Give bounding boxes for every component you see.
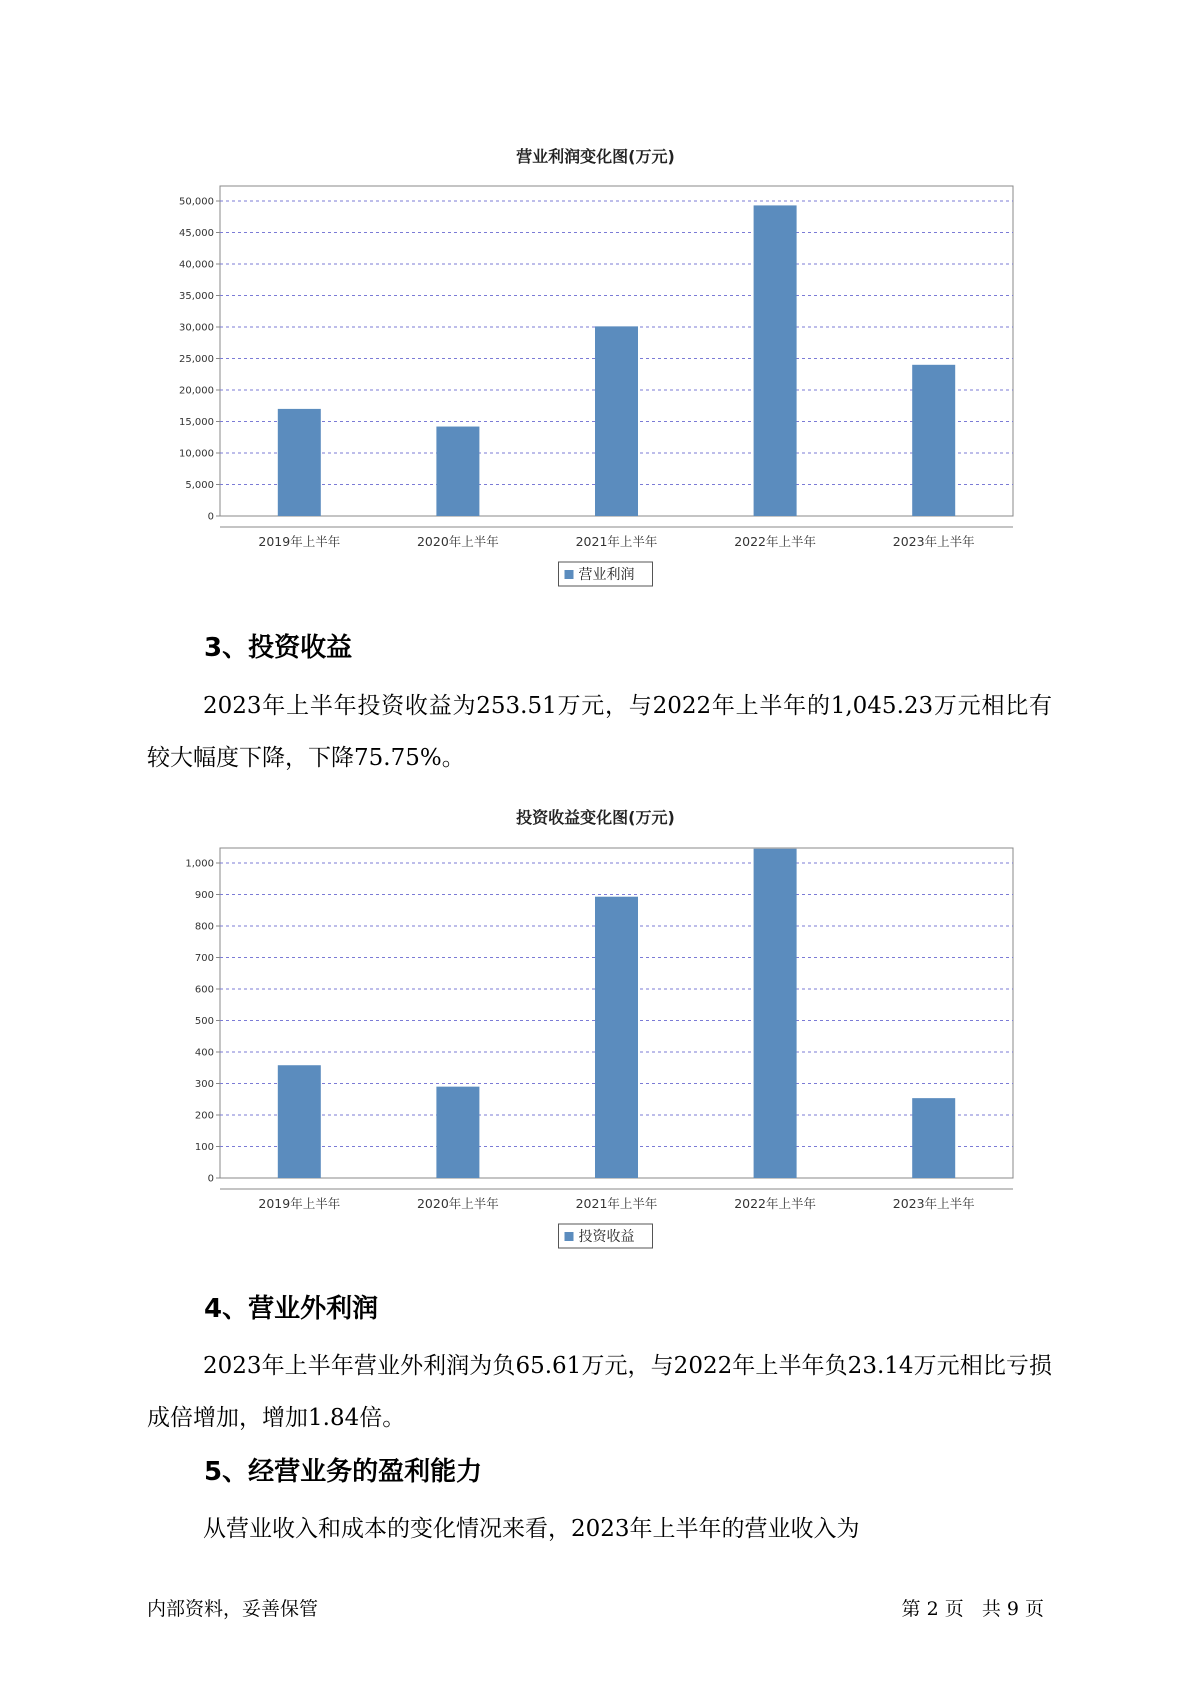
section4-heading: 4、营业外利润 — [204, 1294, 379, 1324]
chart1-operating-profit — [0, 170, 1191, 590]
legend-swatch — [565, 570, 574, 579]
y-tick-label: 1,000 — [185, 858, 214, 870]
y-tick-label: 25,000 — [179, 354, 214, 365]
y-tick-label: 0 — [207, 1173, 214, 1185]
bar-2023年上半年 — [912, 365, 955, 516]
y-tick-label: 100 — [194, 1142, 214, 1153]
legend-label: 营业利润 — [578, 567, 635, 583]
bar-2019年上半年 — [278, 1065, 321, 1178]
y-tick-label: 50,000 — [179, 196, 214, 208]
y-tick-label: 45,000 — [179, 228, 214, 239]
footer-page-number: 第 2 页 共 9 页 — [901, 1598, 1044, 1620]
section3-paragraph: 2023年上半年投资收益为253.51万元，与2022年上半年的1,045.23万元相比有较大幅度下降，下降75.75%。 — [147, 693, 1052, 771]
legend-label: 投资收益 — [578, 1229, 635, 1245]
bar-2020年上半年 — [436, 427, 479, 516]
bar-2021年上半年 — [595, 326, 638, 516]
x-tick-label: 2023年上半年 — [892, 1196, 975, 1211]
x-tick-label: 2020年上半年 — [416, 534, 499, 549]
x-tick-label: 2023年上半年 — [892, 534, 975, 549]
y-tick-label: 30,000 — [179, 322, 214, 334]
x-tick-label: 2021年上半年 — [575, 1196, 658, 1211]
y-tick-label: 15,000 — [179, 417, 214, 428]
bar-2019年上半年 — [278, 409, 321, 516]
y-tick-label: 400 — [194, 1047, 214, 1059]
chart2-title: 投资收益变化图(万元) — [516, 808, 675, 827]
y-tick-label: 900 — [194, 890, 214, 901]
y-tick-label: 200 — [194, 1110, 214, 1122]
bar-2023年上半年 — [912, 1098, 955, 1178]
chart2-investment-income — [0, 832, 1191, 1252]
y-tick-label: 40,000 — [179, 259, 214, 271]
y-tick-label: 700 — [194, 953, 214, 964]
section3-heading: 3、投资收益 — [204, 633, 353, 663]
bar-2020年上半年 — [436, 1087, 479, 1178]
footer-left: 内部资料，妥善保管 — [147, 1598, 319, 1620]
x-tick-label: 2020年上半年 — [416, 1196, 499, 1211]
legend-swatch — [565, 1232, 574, 1241]
section4-paragraph: 2023年上半年营业外利润为负65.61万元，与2022年上半年负23.14万元相比亏损成倍增加，增加1.84倍。 — [147, 1353, 1052, 1431]
x-tick-label: 2021年上半年 — [575, 534, 658, 549]
y-tick-label: 800 — [194, 921, 214, 933]
y-tick-label: 10,000 — [179, 448, 214, 460]
x-tick-label: 2022年上半年 — [734, 534, 817, 549]
chart1-title: 营业利润变化图(万元) — [516, 147, 675, 166]
x-tick-label: 2019年上半年 — [258, 1196, 341, 1211]
y-tick-label: 20,000 — [179, 385, 214, 397]
y-tick-label: 600 — [194, 984, 214, 996]
bar-2022年上半年 — [754, 849, 797, 1178]
y-tick-label: 300 — [194, 1079, 214, 1090]
bar-2022年上半年 — [754, 205, 797, 516]
y-tick-label: 500 — [194, 1016, 214, 1027]
y-tick-label: 35,000 — [179, 291, 214, 302]
bar-2021年上半年 — [595, 897, 638, 1178]
section5-heading: 5、经营业务的盈利能力 — [204, 1457, 483, 1487]
y-tick-label: 0 — [207, 511, 214, 523]
y-tick-label: 5,000 — [185, 480, 214, 491]
section5-paragraph: 从营业收入和成本的变化情况来看，2023年上半年的营业收入为 — [203, 1516, 860, 1542]
x-tick-label: 2019年上半年 — [258, 534, 341, 549]
x-tick-label: 2022年上半年 — [734, 1196, 817, 1211]
